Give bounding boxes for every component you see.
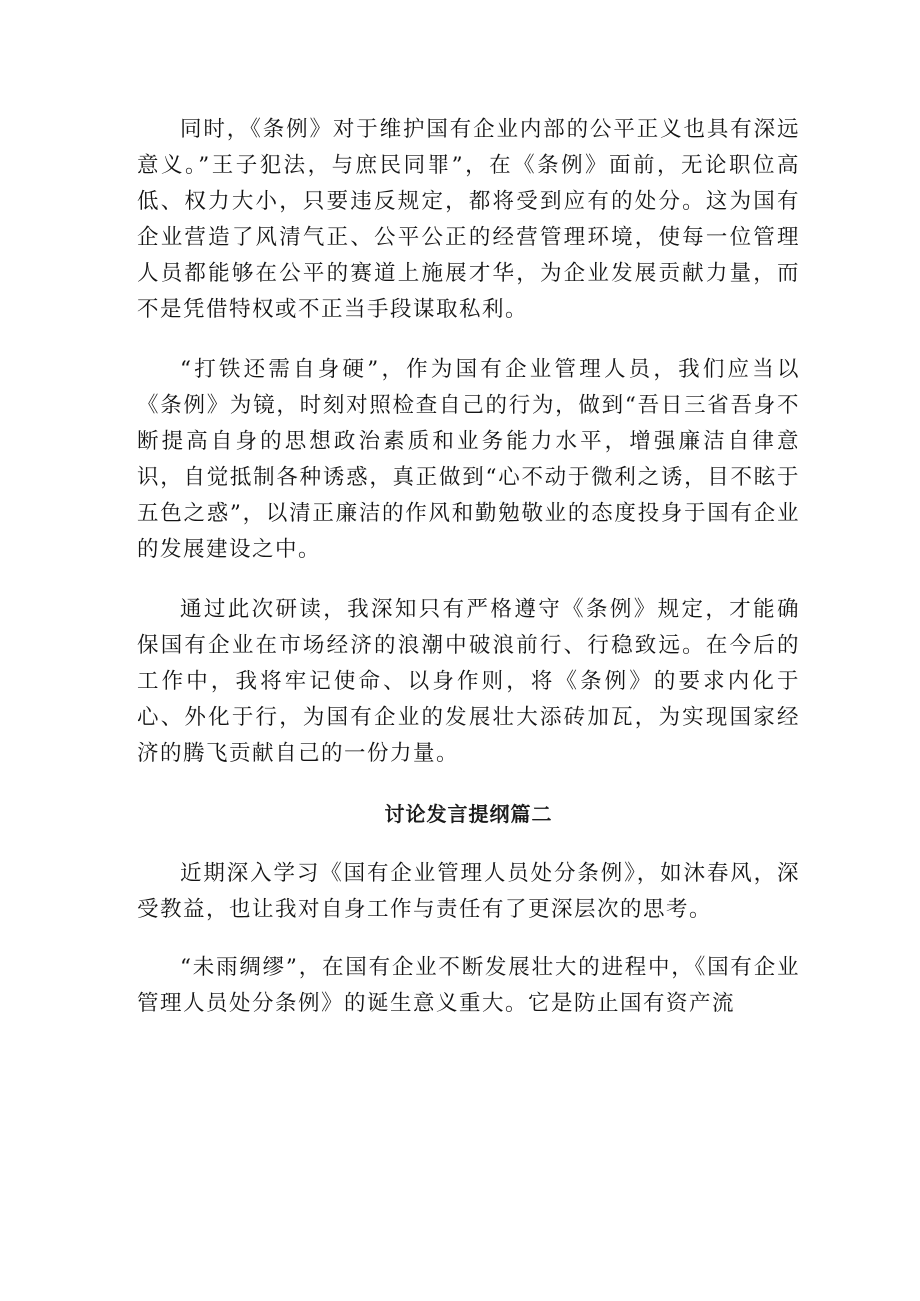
paragraph-intro: 近期深入学习《国有企业管理人员处分条例》，如沐春风，深受教益，也让我对自身工作与责任有了更深层次的思考。 [137, 861, 800, 922]
paragraph-self-discipline: “打铁还需自身硬”，作为国有企业管理人员，我们应当以《条例》为镜，时刻对照检查自己的行为，做到“吾日三省吾身不断提高自身的思想政治素质和业务能力水平，增强廉洁自律意识，自觉抵制各种诱惑，真正做到“心不动于微利之诱，目不眩于五色之惑”，以清正廉洁的作风和勤勉敬业的态度投身于国有企业的发展建设之中。 [137, 357, 800, 562]
paragraph-significance: “未雨绸缪”，在国有企业不断发展壮大的进程中，《国有企业管理人员处分条例》的诞生意义重大。它是防止国有资产流 [137, 955, 800, 1016]
paragraph-conclusion: 通过此次研读，我深知只有严格遵守《条例》规定，才能确保国有企业在市场经济的浪潮中破浪前行、行稳致远。在今后的工作中，我将牢记使命、以身作则，将《条例》的要求内化于心、外化于行，为国有企业的发展壮大添砖加瓦，为实现国家经济的腾飞贡献自己的一份力量。 [137, 597, 800, 766]
paragraph-fairness: 同时，《条例》对于维护国有企业内部的公平正义也具有深远意义。”王子犯法，与庶民同罪”，在《条例》面前，无论职位高低、权力大小，只要违反规定，都将受到应有的处分。这为国有企业营造了风清气正、公平公正的经营管理环境，使每一位管理人员都能够在公平的赛道上施展才华，为企业发展贡献力量，而不是凭借特权或不正当手段谋取私利。 [137, 117, 800, 322]
section-heading: 讨论发言提纲篇二 [384, 802, 553, 826]
